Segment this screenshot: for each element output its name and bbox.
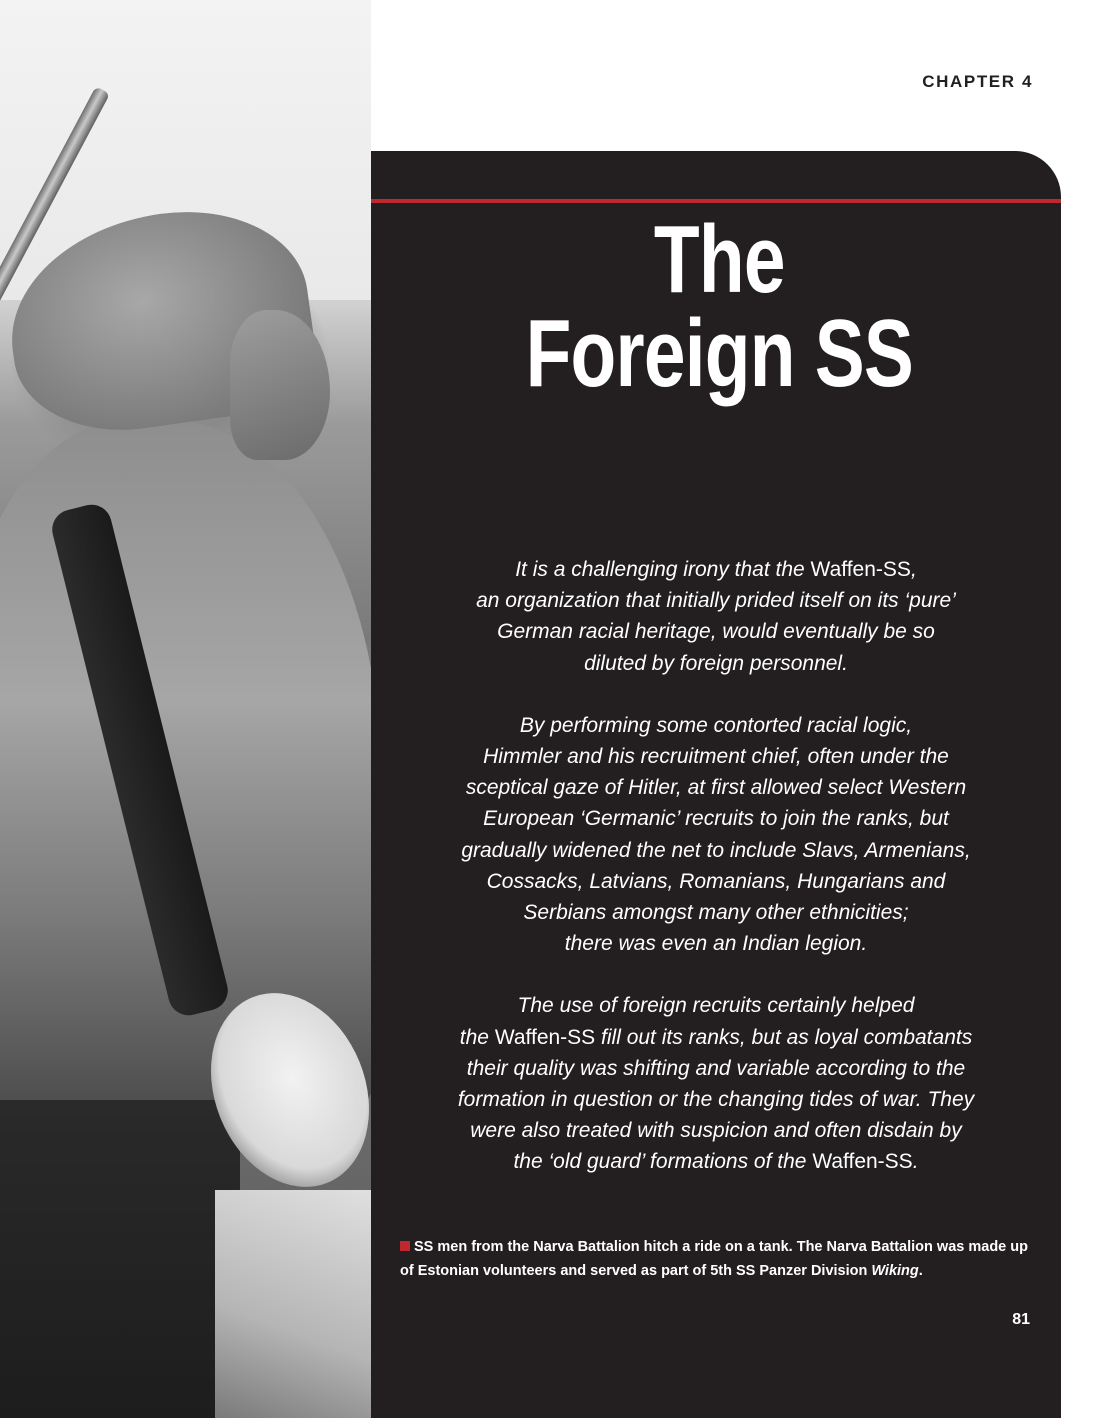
intro-line <box>391 803 1041 834</box>
caption-emphasis: Wiking <box>871 1263 919 1279</box>
intro-segment: the ‘old guard’ formations of the <box>513 1150 813 1174</box>
photo-face <box>230 310 330 460</box>
intro-paragraph <box>391 990 1041 1177</box>
intro-line <box>391 928 1041 959</box>
intro-segment: European ‘Germanic’ recruits to join the ranks, but <box>483 807 949 831</box>
intro-line <box>391 897 1041 928</box>
intro-segment: their quality was shifting and variable according to the <box>466 1056 966 1080</box>
chapter-panel <box>371 151 1061 1418</box>
red-square-bullet-icon <box>400 1241 410 1251</box>
intro-segment: were also treated with suspicion and often disdain by <box>470 1119 962 1143</box>
intro-line <box>391 835 1041 866</box>
chapter-label: CHAPTER 4 <box>922 72 1033 91</box>
intro-line <box>391 741 1041 772</box>
intro-segment: an organization that initially prided itself on its ‘pure’ <box>476 589 956 613</box>
intro-text <box>391 554 1041 1209</box>
title-line-1: The <box>653 206 785 313</box>
intro-line <box>391 1115 1041 1146</box>
caption-end: . <box>918 1263 923 1279</box>
intro-line <box>391 554 1041 585</box>
intro-segment: diluted by foreign personnel. <box>584 651 848 675</box>
intro-segment: It is a challenging irony that the <box>515 558 811 581</box>
photo-shadow <box>0 1100 240 1418</box>
photo-cloth <box>215 1190 371 1418</box>
intro-line <box>391 990 1041 1021</box>
soldier-photo <box>0 0 371 1418</box>
intro-line <box>391 1146 1041 1177</box>
intro-segment: the <box>459 1025 495 1049</box>
red-accent-rule <box>371 199 1061 203</box>
page-number: 81 <box>1012 1311 1030 1328</box>
waffen-ss-term: Waffen-SS <box>812 1150 913 1174</box>
title-line-2: Foreign SS <box>525 300 914 407</box>
intro-line <box>391 1022 1041 1053</box>
intro-segment: Cossacks, Latvians, Romanians, Hungarians and <box>486 869 946 893</box>
intro-paragraph <box>391 554 1041 679</box>
intro-line <box>391 616 1041 647</box>
intro-line <box>391 585 1041 616</box>
intro-segment: gradually widened the net to include Slavs, Armenians, <box>461 838 971 862</box>
intro-segment: there was even an Indian legion. <box>564 932 868 956</box>
intro-segment: The use of foreign recruits certainly helped <box>517 994 915 1018</box>
intro-segment: By performing some contorted racial logic, <box>519 713 913 737</box>
intro-line <box>391 1053 1041 1084</box>
intro-line <box>391 772 1041 803</box>
intro-paragraph <box>391 710 1041 960</box>
intro-segment: sceptical gaze of Hitler, at first allowed select Western <box>465 776 967 800</box>
waffen-ss-term: Waffen-SS <box>494 1025 596 1049</box>
intro-segment: formation in question or the changing tides of war. They <box>457 1088 975 1112</box>
intro-line <box>391 866 1041 897</box>
photo-caption <box>400 1235 1040 1283</box>
intro-segment: fill out its ranks, but as loyal combatants <box>595 1025 973 1049</box>
intro-segment: , <box>910 558 917 581</box>
caption-text: SS men from the Narva Battalion hitch a ride on a tank. The Narva Battalion was made up of Estonian volunteers and served as part of 5th SS Panzer Division <box>400 1239 1028 1279</box>
intro-segment: Himmler and his recruitment chief, often under the <box>483 745 949 769</box>
intro-segment: German racial heritage, would eventually be so <box>497 620 935 644</box>
intro-line <box>391 710 1041 741</box>
intro-line <box>391 1084 1041 1115</box>
intro-segment: Serbians amongst many other ethnicities; <box>523 901 909 925</box>
waffen-ss-term: Waffen-SS <box>810 558 911 581</box>
intro-line <box>391 648 1041 679</box>
chapter-title <box>450 206 988 407</box>
intro-segment: . <box>912 1150 919 1174</box>
